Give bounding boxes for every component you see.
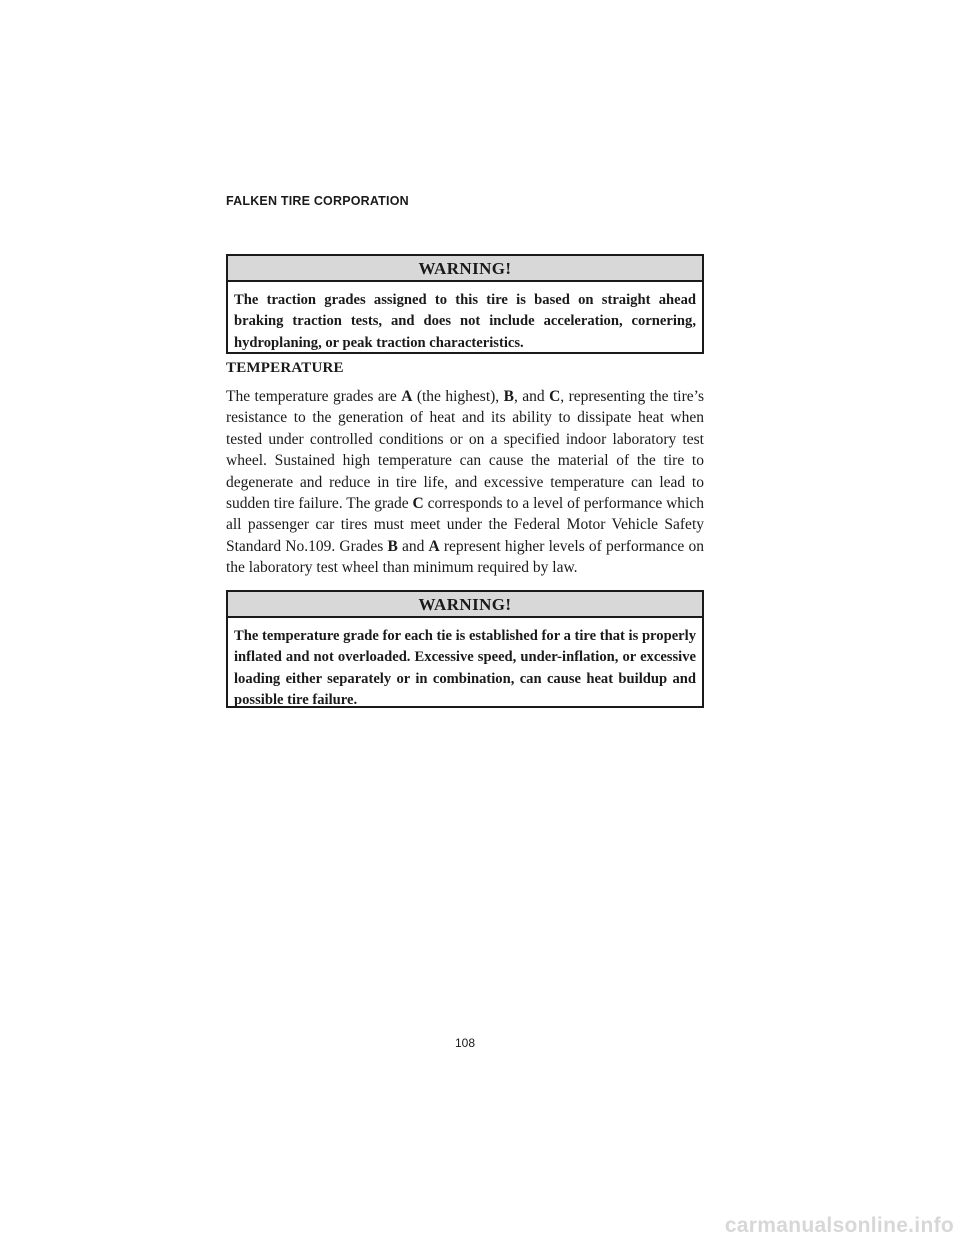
paragraph-text: and: [397, 537, 429, 555]
grade-c: C: [549, 388, 561, 405]
grade-c: C: [412, 495, 424, 513]
grade-b: B: [387, 537, 398, 555]
paragraph-text: (the highest),: [412, 388, 504, 405]
temperature-warning-box: [226, 590, 704, 708]
warning-text: The traction grades assigned to this tire is based on straight ahead braking traction tests, and does not include acceleration, cornering, hydroplaning, or peak traction characteristics.: [234, 292, 696, 351]
watermark: carmanualsonline.info: [724, 1214, 954, 1237]
paragraph-text: , representing the tire’s resistance to the generation of heat and its ability to dissipate heat when tested under controlled conditions or on a specified indoor laboratory test wheel. Sustained high temperature can cause the material of the tire to degenerate and reduce in tire life, and excessive temperature can lead to sudden tire failure. The grade: [226, 388, 704, 513]
page-number: 108: [454, 1036, 476, 1050]
section-heading-temperature: TEMPERATURE: [226, 360, 344, 376]
traction-warning-box: [226, 254, 704, 354]
temperature-paragraph: [226, 386, 704, 579]
grade-a: A: [428, 537, 440, 555]
paragraph-text: , and: [513, 388, 550, 405]
paragraph-text: The temperature grades are: [226, 388, 402, 405]
warning-title: WARNING!: [228, 592, 702, 618]
grade-b: B: [503, 388, 514, 405]
paragraph-text: represent higher levels of performance on the laboratory test wheel than minimum required by law.: [226, 537, 704, 577]
warning-text: The temperature grade for each tie is established for a tire that is properly inflated and not overloaded. Excessive speed, under-inflation, or excessive loading either separately or in combination, can cause heat buildup and possible tire failure.: [234, 628, 696, 709]
paragraph-text: corresponds to a level of performance which all passenger car tires must meet under the Federal Motor Vehicle Safety Standard No.109. Grades: [226, 495, 704, 555]
warning-title: WARNING!: [228, 256, 702, 282]
running-head: FALKEN TIRE CORPORATION: [226, 194, 409, 208]
grade-a: A: [401, 388, 413, 405]
